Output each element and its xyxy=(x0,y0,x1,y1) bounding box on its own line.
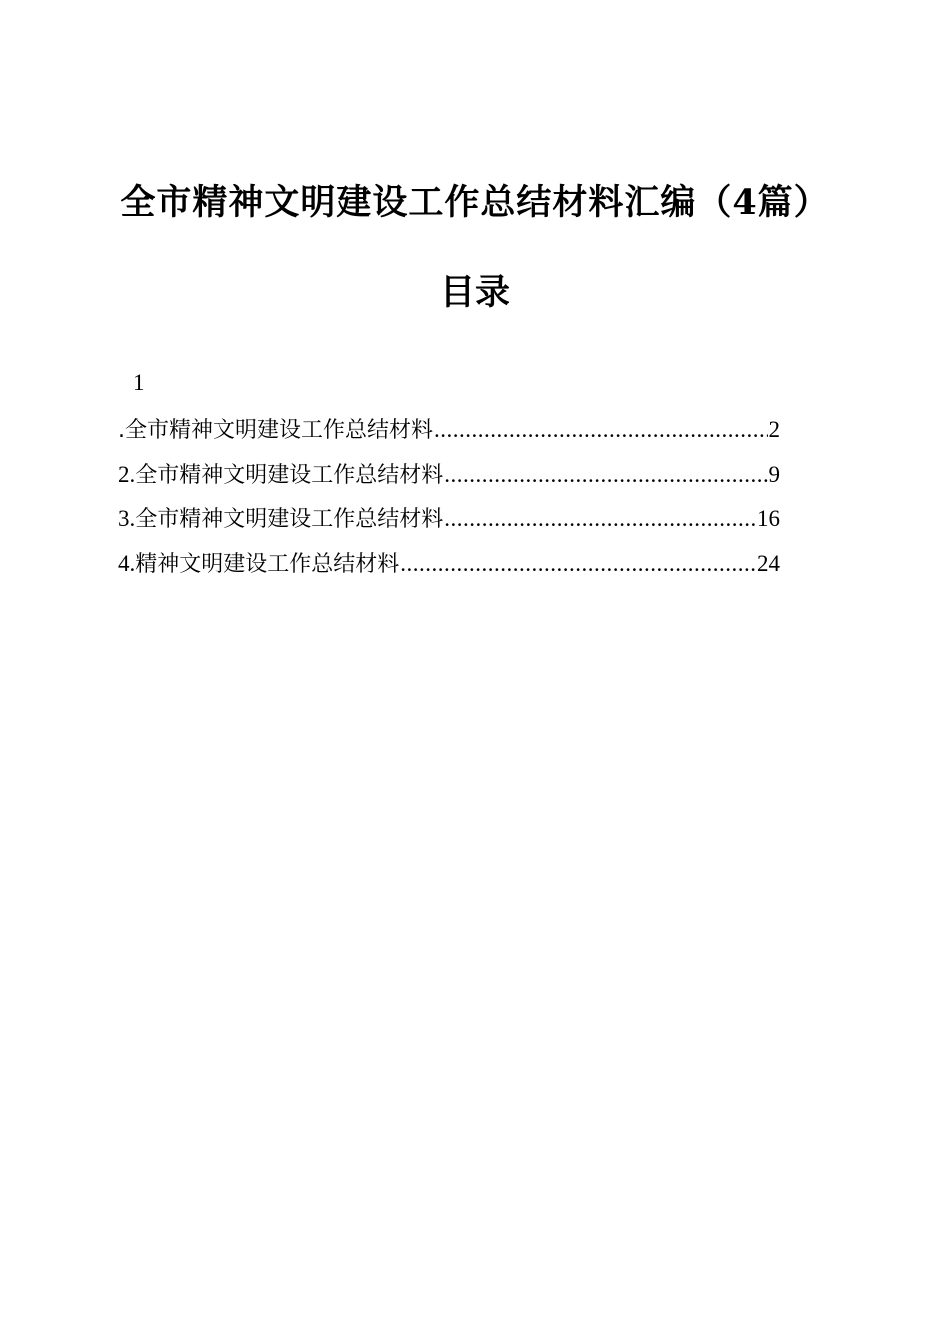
toc-dot-leader xyxy=(400,544,756,584)
toc-entry-title: 全市精神文明建设工作总结材料 xyxy=(135,507,444,533)
toc-entry-title: .全市精神文明建设工作总结材料 xyxy=(118,418,433,443)
toc-entry-page: 9 xyxy=(768,461,780,487)
toc-entry-number: 2. xyxy=(118,461,136,487)
toc-dot-leader xyxy=(444,455,767,495)
toc-entry[interactable] xyxy=(118,410,780,455)
toc-entry[interactable] xyxy=(118,544,780,589)
toc-entry-page: 24 xyxy=(757,550,780,576)
toc-lead-number: 1 xyxy=(133,370,145,395)
toc-entry[interactable] xyxy=(118,499,780,544)
toc-entry-page: 16 xyxy=(757,506,780,532)
toc-dot-leader xyxy=(444,499,756,539)
toc-heading: 目录 xyxy=(439,272,510,313)
toc-entry-title: 精神文明建设工作总结材料 xyxy=(135,551,400,577)
toc-entry-page: 2 xyxy=(768,417,780,442)
document-title: 全市精神文明建设工作总结材料汇编（4篇） xyxy=(120,182,830,223)
toc-entry-number: 3. xyxy=(118,506,136,532)
toc-entry-title: 全市精神文明建设工作总结材料 xyxy=(135,462,444,488)
table-of-contents xyxy=(118,410,780,588)
toc-entry[interactable] xyxy=(118,455,780,500)
toc-dot-leader xyxy=(434,410,768,450)
toc-entry-number: 4. xyxy=(118,550,136,576)
